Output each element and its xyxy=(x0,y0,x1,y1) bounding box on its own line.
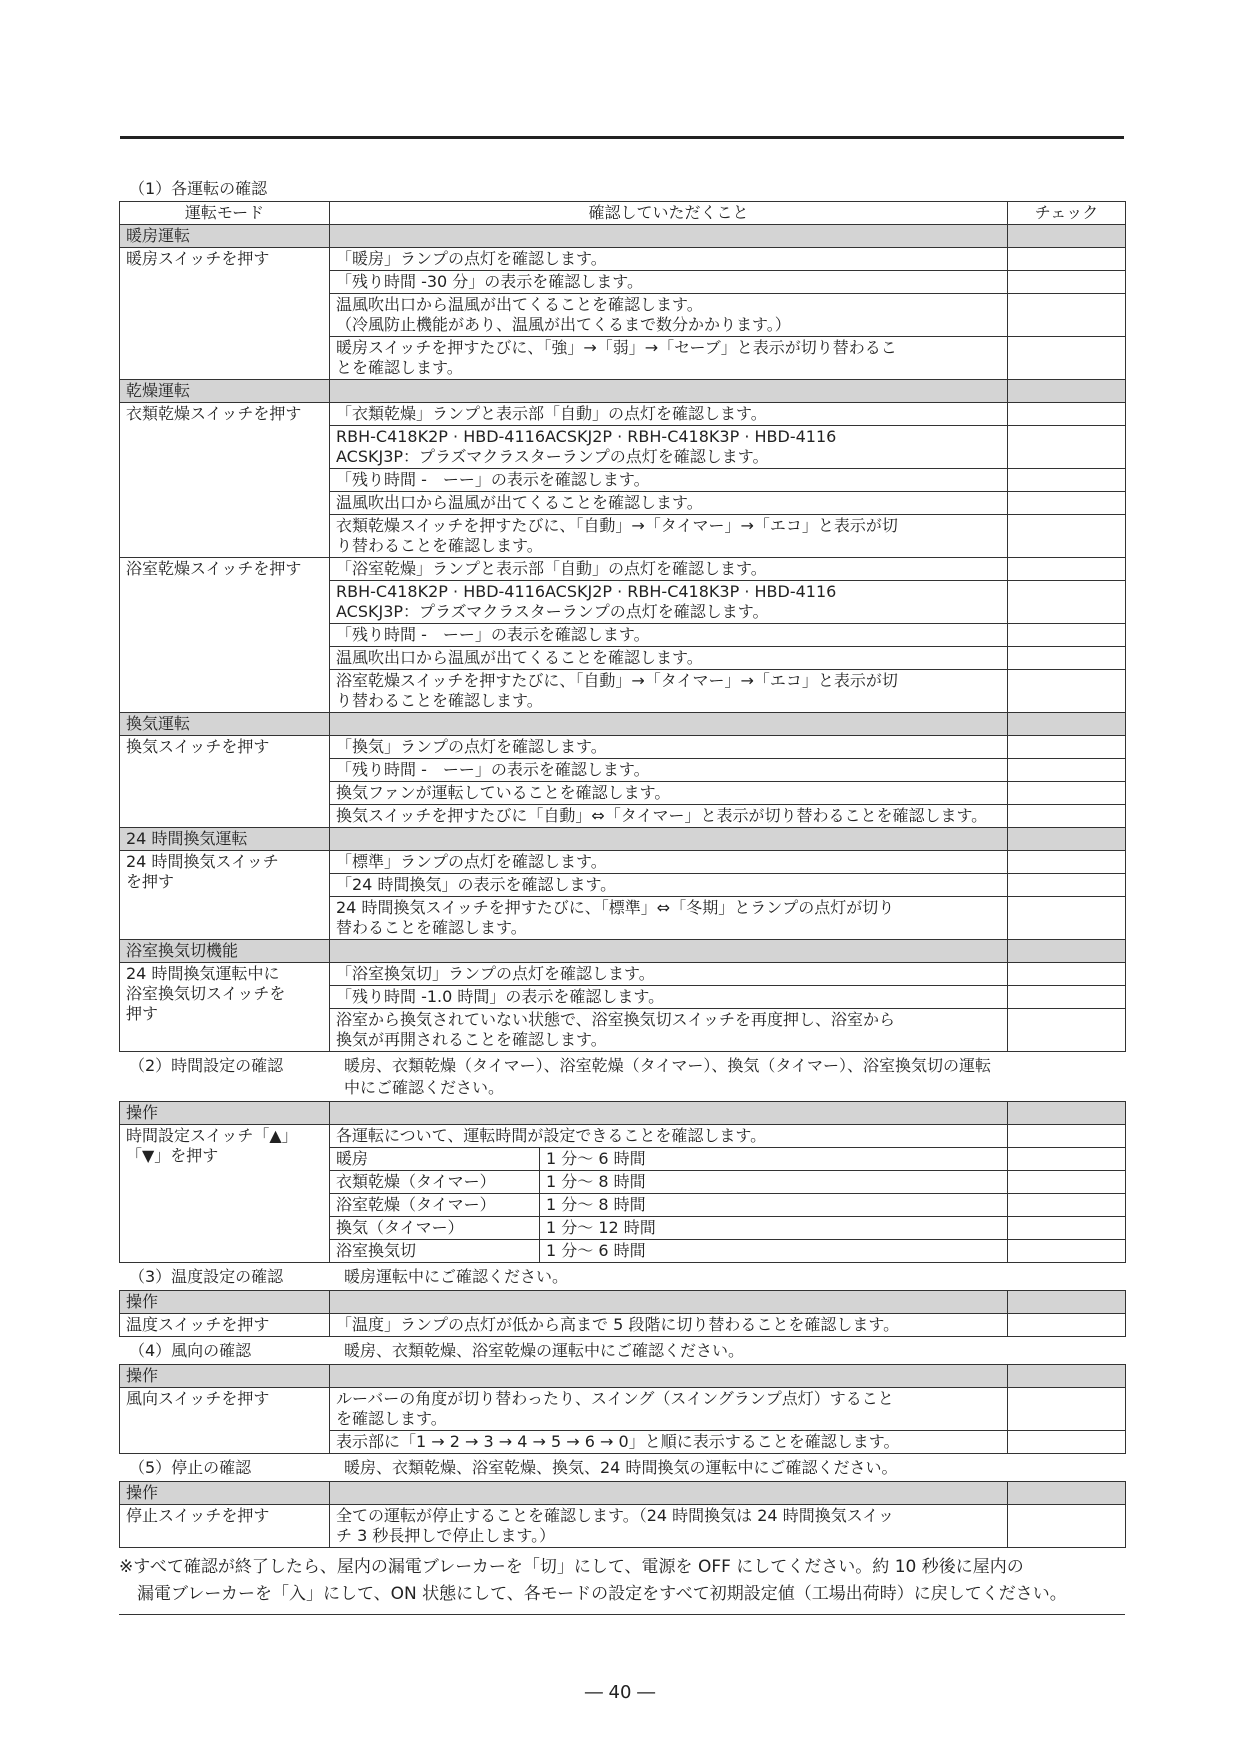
operation-cell: 暖房スイッチを押す xyxy=(120,248,330,380)
time-setting-subtable xyxy=(330,1194,1007,1216)
check-box-cell xyxy=(1008,1009,1126,1052)
check-item: 換気スイッチを押すたびに「自動」⇔「タイマー」と表示が切り替わることを確認します。 xyxy=(330,805,1008,828)
operation-cell: 衣類乾燥スイッチを押す xyxy=(120,403,330,558)
section5-note: 暖房、衣類乾燥、浴室乾燥、換気、24 時間換気の運転中にご確認ください。 xyxy=(344,1458,898,1477)
table-row xyxy=(120,403,1126,426)
section5-table-container xyxy=(119,1481,1125,1548)
op-header-check-blank xyxy=(1008,1102,1126,1125)
section2-heading-row xyxy=(119,1052,1125,1101)
check-box-cell xyxy=(1008,492,1126,515)
group-title-blank xyxy=(330,828,1008,851)
check-box-cell xyxy=(1008,805,1126,828)
check-box-cell xyxy=(1008,1148,1126,1171)
op-header-check-blank xyxy=(1008,1365,1126,1388)
check-box-cell xyxy=(1008,403,1126,426)
operation-cell: 停止スイッチを押す xyxy=(120,1505,330,1548)
check-item: 「残り時間 -1.0 時間」の表示を確認します。 xyxy=(330,986,1008,1009)
group-check-blank xyxy=(1008,828,1126,851)
time-setting-subrow xyxy=(330,1171,1007,1193)
time-setting-subtable xyxy=(330,1148,1007,1170)
time-range: 1 分～ 6 時間 xyxy=(546,1149,646,1168)
time-setting-subtable xyxy=(330,1217,1007,1239)
section5-table xyxy=(119,1481,1126,1548)
table-row xyxy=(120,963,1126,986)
check-item: 各運転について、運転時間が設定できることを確認します。 xyxy=(330,1125,1008,1148)
group-check-blank xyxy=(1008,940,1126,963)
op-header-blank xyxy=(330,1102,1008,1125)
group-title-blank xyxy=(330,713,1008,736)
section2-table-container xyxy=(119,1101,1125,1263)
group-title: 浴室換気切機能 xyxy=(120,940,330,963)
group-title: 乾燥運転 xyxy=(120,380,330,403)
operation-cell: 温度スイッチを押す xyxy=(120,1314,330,1337)
section5-heading-row xyxy=(119,1454,1125,1481)
section1-header-cell: 確認していただくこと xyxy=(330,202,1008,225)
operation-cell: 時間設定スイッチ「▲」 「▼」を押す xyxy=(120,1125,330,1263)
table-row xyxy=(120,1505,1126,1548)
group-title: 暖房運転 xyxy=(120,225,330,248)
check-box-cell xyxy=(1008,558,1126,581)
time-setting-cell xyxy=(330,1217,1008,1240)
check-item: 「浴室換気切」ランプの点灯を確認します。 xyxy=(330,963,1008,986)
time-setting-subtable xyxy=(330,1240,1007,1262)
check-item: 「換気」ランプの点灯を確認します。 xyxy=(330,736,1008,759)
operation-cell: 換気スイッチを押す xyxy=(120,736,330,828)
check-box-cell xyxy=(1008,1505,1126,1548)
check-box-cell xyxy=(1008,1194,1126,1217)
check-box-cell xyxy=(1008,624,1126,647)
section-group-row xyxy=(120,380,1126,403)
group-check-blank xyxy=(1008,225,1126,248)
time-setting-cell xyxy=(330,1171,1008,1194)
section4-op-header-row xyxy=(120,1365,1126,1388)
group-check-blank xyxy=(1008,380,1126,403)
check-box-cell xyxy=(1008,1217,1126,1240)
check-box-cell xyxy=(1008,1314,1126,1337)
section-group-row xyxy=(120,828,1126,851)
op-header-check-blank xyxy=(1008,1291,1126,1314)
check-item: 「残り時間 - ーー」の表示を確認します。 xyxy=(330,624,1008,647)
op-header: 操作 xyxy=(120,1482,330,1505)
check-item: 浴室乾燥スイッチを押すたびに、「自動」→「タイマー」→「エコ」と表示が切 り替わることを確認します。 xyxy=(330,670,1008,713)
group-title-blank xyxy=(330,380,1008,403)
op-header: 操作 xyxy=(120,1365,330,1388)
section2-note: 暖房、衣類乾燥（タイマー）、浴室乾燥（タイマー）、換気（タイマー）、浴室換気切の運転 中にご確認ください。 xyxy=(344,1056,992,1097)
group-title-blank xyxy=(330,225,1008,248)
check-item: 浴室から換気されていない状態で、浴室換気切スイッチを再度押し、浴室から 換気が再開されることを確認します。 xyxy=(330,1009,1008,1052)
mode-name: 換気（タイマー） xyxy=(330,1217,540,1239)
op-header: 操作 xyxy=(120,1291,330,1314)
section3-op-header-row xyxy=(120,1291,1126,1314)
check-item: 温風吹出口から温風が出てくることを確認します。 xyxy=(330,647,1008,670)
check-item: 換気ファンが運転していることを確認します。 xyxy=(330,782,1008,805)
section2-heading: （2）時間設定の確認 xyxy=(129,1056,284,1075)
check-box-cell xyxy=(1008,1125,1126,1148)
check-item: ルーバーの角度が切り替わったり、スイング（スイングランプ点灯）すること を確認します。 xyxy=(330,1388,1008,1431)
section1-table xyxy=(119,201,1126,1052)
op-header-blank xyxy=(330,1365,1008,1388)
footnote-line1: ※すべて確認が終了したら、屋内の漏電ブレーカーを「切」にして、電源を OFF にしてください。約 10 秒後に屋内の xyxy=(119,1557,1024,1577)
check-item: 衣類乾燥スイッチを押すたびに、「自動」→「タイマー」→「エコ」と表示が切 り替わることを確認します。 xyxy=(330,515,1008,558)
time-setting-cell xyxy=(330,1148,1008,1171)
check-box-cell xyxy=(1008,647,1126,670)
check-item: 暖房スイッチを押すたびに、「強」→「弱」→「セーブ」と表示が切り替わるこ とを確認します。 xyxy=(330,337,1008,380)
group-title-blank xyxy=(330,940,1008,963)
footnote-line2: 漏電ブレーカーを「入」にして、ON 状態にして、各モードの設定をすべて初期設定値（工場出荷時）に戻してください。 xyxy=(137,1584,1067,1604)
section3-table-container xyxy=(119,1290,1125,1337)
section-group-row xyxy=(120,940,1126,963)
section3-note: 暖房運転中にご確認ください。 xyxy=(344,1267,569,1286)
time-range: 1 分～ 8 時間 xyxy=(546,1195,646,1214)
check-item: 「24 時間換気」の表示を確認します。 xyxy=(330,874,1008,897)
check-item: 温風吹出口から温風が出てくることを確認します。 （冷風防止機能があり、温風が出てくるまで数分かかります。） xyxy=(330,294,1008,337)
check-item: 表示部に「1 → 2 → 3 → 4 → 5 → 6 → 0」と順に表示することを確認します。 xyxy=(330,1431,1008,1454)
time-setting-subrow xyxy=(330,1194,1007,1216)
time-setting-subrow xyxy=(330,1217,1007,1239)
check-item: 24 時間換気スイッチを押すたびに、「標準」⇔「冬期」とランプの点灯が切り 替わることを確認します。 xyxy=(330,897,1008,940)
check-box-cell xyxy=(1008,782,1126,805)
check-box-cell xyxy=(1008,1431,1126,1454)
check-item: 「残り時間 - ーー」の表示を確認します。 xyxy=(330,759,1008,782)
section5-heading: （5）停止の確認 xyxy=(129,1458,252,1477)
check-box-cell xyxy=(1008,248,1126,271)
table-row xyxy=(120,248,1126,271)
op-header-blank xyxy=(330,1482,1008,1505)
mode-name: 衣類乾燥（タイマー） xyxy=(330,1171,540,1193)
check-item: 全ての運転が停止することを確認します。（24 時間換気は 24 時間換気スイッ チ 3 秒長押しで停止します。） xyxy=(330,1505,1008,1548)
operation-cell: 24 時間換気スイッチ を押す xyxy=(120,851,330,940)
check-item: 「残り時間 -30 分」の表示を確認します。 xyxy=(330,271,1008,294)
group-title: 換気運転 xyxy=(120,713,330,736)
section4-heading-row xyxy=(119,1337,1125,1364)
check-item: 「標準」ランプの点灯を確認します。 xyxy=(330,851,1008,874)
section2-table xyxy=(119,1101,1126,1263)
check-box-cell xyxy=(1008,963,1126,986)
check-item: 「衣類乾燥」ランプと表示部「自動」の点灯を確認します。 xyxy=(330,403,1008,426)
section1-heading: （1）各運転の確認 xyxy=(129,179,268,198)
time-range: 1 分～ 12 時間 xyxy=(546,1218,656,1237)
check-box-cell xyxy=(1008,581,1126,624)
section3-table xyxy=(119,1290,1126,1337)
op-header-check-blank xyxy=(1008,1482,1126,1505)
check-box-cell xyxy=(1008,1240,1126,1263)
operation-cell: 風向スイッチを押す xyxy=(120,1388,330,1454)
time-setting-cell xyxy=(330,1240,1008,1263)
check-box-cell xyxy=(1008,1171,1126,1194)
time-range: 1 分～ 6 時間 xyxy=(546,1241,646,1260)
section1-table-container xyxy=(119,201,1125,1052)
section1-header-cell: 運転モード xyxy=(120,202,330,225)
table-row xyxy=(120,736,1126,759)
section-group-row xyxy=(120,713,1126,736)
check-box-cell xyxy=(1008,515,1126,558)
check-box-cell xyxy=(1008,736,1126,759)
section4-heading: （4）風向の確認 xyxy=(129,1341,252,1360)
operation-cell: 浴室乾燥スイッチを押す xyxy=(120,558,330,713)
mode-name: 暖房 xyxy=(330,1148,540,1170)
section2-op-header-row xyxy=(120,1102,1126,1125)
section5-op-header-row xyxy=(120,1482,1126,1505)
check-box-cell xyxy=(1008,986,1126,1009)
section1-header-cell: チェック xyxy=(1008,202,1126,225)
check-box-cell xyxy=(1008,271,1126,294)
check-item: 「暖房」ランプの点灯を確認します。 xyxy=(330,248,1008,271)
section1-header-row xyxy=(120,202,1126,225)
time-setting-subrow xyxy=(330,1148,1007,1170)
check-box-cell xyxy=(1008,469,1126,492)
check-box-cell xyxy=(1008,874,1126,897)
table-row xyxy=(120,851,1126,874)
section4-table xyxy=(119,1364,1126,1454)
check-item: RBH-C418K2P · HBD-4116ACSKJ2P · RBH-C418K3P · HBD-4116 ACSKJ3P：プラズマクラスターランプの点灯を確認します。 xyxy=(330,426,1008,469)
check-box-cell xyxy=(1008,759,1126,782)
table-row xyxy=(120,558,1126,581)
section3-heading: （3）温度設定の確認 xyxy=(129,1267,284,1286)
op-header-blank xyxy=(330,1291,1008,1314)
group-check-blank xyxy=(1008,713,1126,736)
footnote xyxy=(119,1554,1125,1615)
top-rule xyxy=(120,136,1124,139)
check-box-cell xyxy=(1008,1388,1126,1431)
check-item: 「浴室乾燥」ランプと表示部「自動」の点灯を確認します。 xyxy=(330,558,1008,581)
mode-name: 浴室換気切 xyxy=(330,1240,540,1262)
section-group-row xyxy=(120,225,1126,248)
time-setting-cell xyxy=(330,1194,1008,1217)
operation-cell: 24 時間換気運転中に 浴室換気切スイッチを 押す xyxy=(120,963,330,1052)
time-setting-subtable xyxy=(330,1171,1007,1193)
check-box-cell xyxy=(1008,294,1126,337)
section3-heading-row xyxy=(119,1263,1125,1290)
check-item: RBH-C418K2P · HBD-4116ACSKJ2P · RBH-C418K3P · HBD-4116 ACSKJ3P：プラズマクラスターランプの点灯を確認します。 xyxy=(330,581,1008,624)
table-row xyxy=(120,1125,1126,1148)
page-number: ― 40 ― xyxy=(584,1682,656,1703)
content xyxy=(119,178,1125,1615)
table-row xyxy=(120,1388,1126,1431)
section4-table-container xyxy=(119,1364,1125,1454)
check-box-cell xyxy=(1008,851,1126,874)
time-setting-subrow xyxy=(330,1240,1007,1262)
check-box-cell xyxy=(1008,337,1126,380)
check-item: 「温度」ランプの点灯が低から高まで 5 段階に切り替わることを確認します。 xyxy=(330,1314,1008,1337)
check-box-cell xyxy=(1008,426,1126,469)
group-title: 24 時間換気運転 xyxy=(120,828,330,851)
op-header: 操作 xyxy=(120,1102,330,1125)
check-item: 温風吹出口から温風が出てくることを確認します。 xyxy=(330,492,1008,515)
time-range: 1 分～ 8 時間 xyxy=(546,1172,646,1191)
check-box-cell xyxy=(1008,897,1126,940)
check-box-cell xyxy=(1008,670,1126,713)
check-item: 「残り時間 - ーー」の表示を確認します。 xyxy=(330,469,1008,492)
mode-name: 浴室乾燥（タイマー） xyxy=(330,1194,540,1216)
section4-note: 暖房、衣類乾燥、浴室乾燥の運転中にご確認ください。 xyxy=(344,1341,745,1360)
table-row xyxy=(120,1314,1126,1337)
